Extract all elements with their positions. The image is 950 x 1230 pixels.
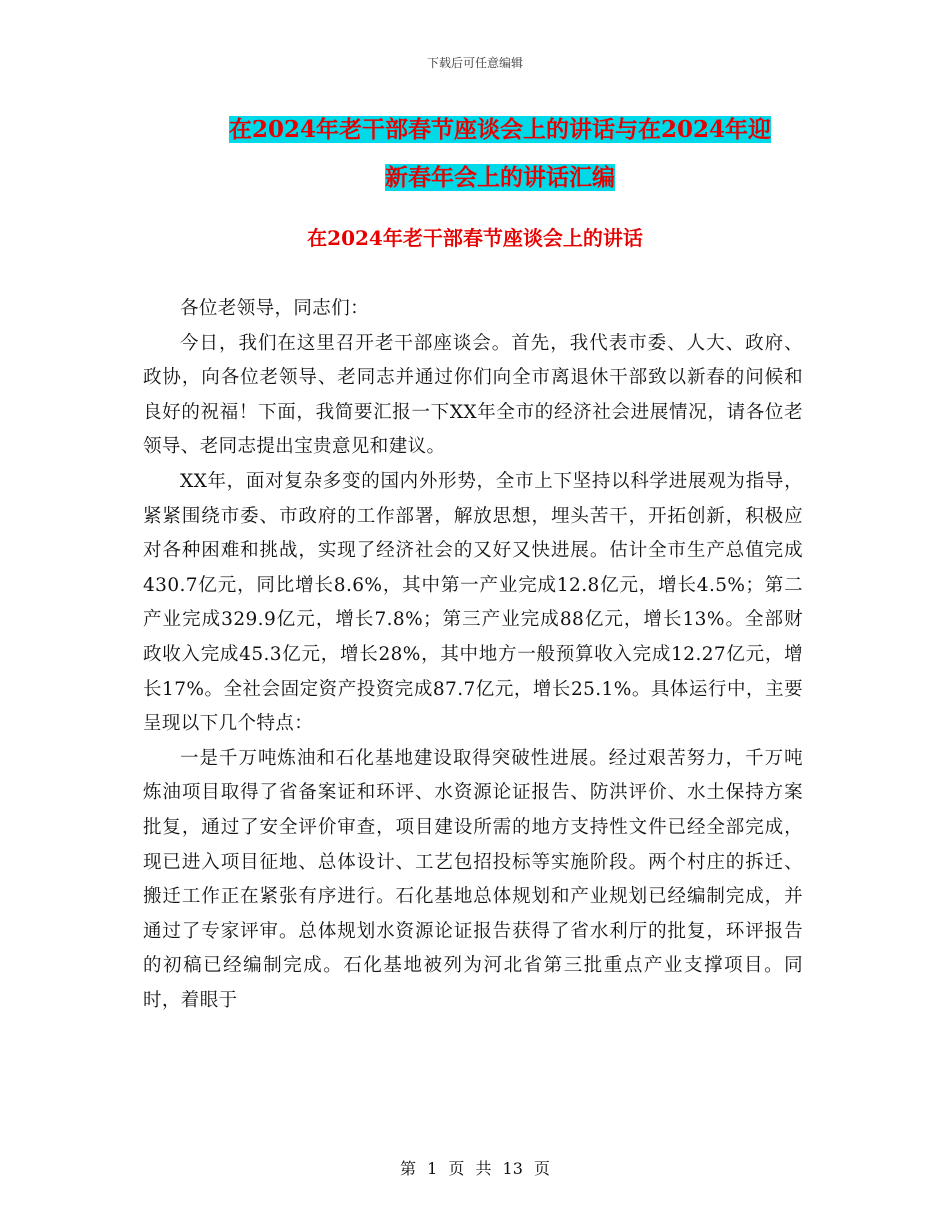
- paragraph-opening: 今日，我们在这里召开老干部座谈会。首先，我代表市委、人大、政府、政协，向各位老领导、老同志并通过你们向全市离退休干部致以新春的问候和良好的祝福！下面，我简要汇报一下XX年全市的经济社会进展情况，请各位老领导、老同志提出宝贵意见和建议。: [143, 332, 803, 458]
- document-title: [140, 106, 860, 202]
- paragraph-greeting: 各位老领导，同志们：: [180, 298, 370, 319]
- document-title-line-2: 新春年会上的讲话汇编: [385, 164, 615, 191]
- paragraph-refinery-progress: 一是千万吨炼油和石化基地建设取得突破性进展。经过艰苦努力，千万吨炼油项目取得了省备案证和环评、水资源论证报告、防洪评价、水土保持方案批复，通过了安全评价审查，项目建设所需的地方支持性文件已经全部完成，现已进入项目征地、总体设计、工艺包招投标等实施阶段。两个村庄的拆迁、搬迁工作正在紧张有序进行。石化基地总体规划和产业规划已经编制完成，并通过了专家评审。总体规划水资源论证报告获得了省水利厅的批复，环评报告的初稿已经编制完成。石化基地被列为河北省第三批重点产业支撑项目。同时，着眼于: [143, 747, 803, 1011]
- section-title: 在2024年老干部春节座谈会上的讲话: [307, 226, 643, 250]
- header-note: 下载后可任意编辑: [426, 56, 523, 70]
- document-title-line-1: 在2024年老干部春节座谈会上的讲话与在2024年迎: [228, 116, 772, 143]
- body-text: [143, 292, 803, 1018]
- paragraph-economy-summary: XX年，面对复杂多变的国内外形势，全市上下坚持以科学进展观为指导，紧紧围绕市委、市政府的工作部署，解放思想，埋头苦干，开拓创新，积极应对各种困难和挑战，实现了经济社会的又好又快进展。估计全市生产总值完成430.7亿元，同比增长8.6%，其中第一产业完成12.8亿元，增长4.5%；第二产业完成329.9亿元，增长7.8%；第三产业完成88亿元，增长13%。全部财政收入完成45.3亿元，增长28%，其中地方一般预算收入完成12.27亿元，增长17%。全社会固定资产投资完成87.7亿元，增长25.1%。具体运行中，主要呈现以下几个特点：: [143, 470, 803, 735]
- page-footer: 第 1 页 共 13 页: [400, 1159, 550, 1178]
